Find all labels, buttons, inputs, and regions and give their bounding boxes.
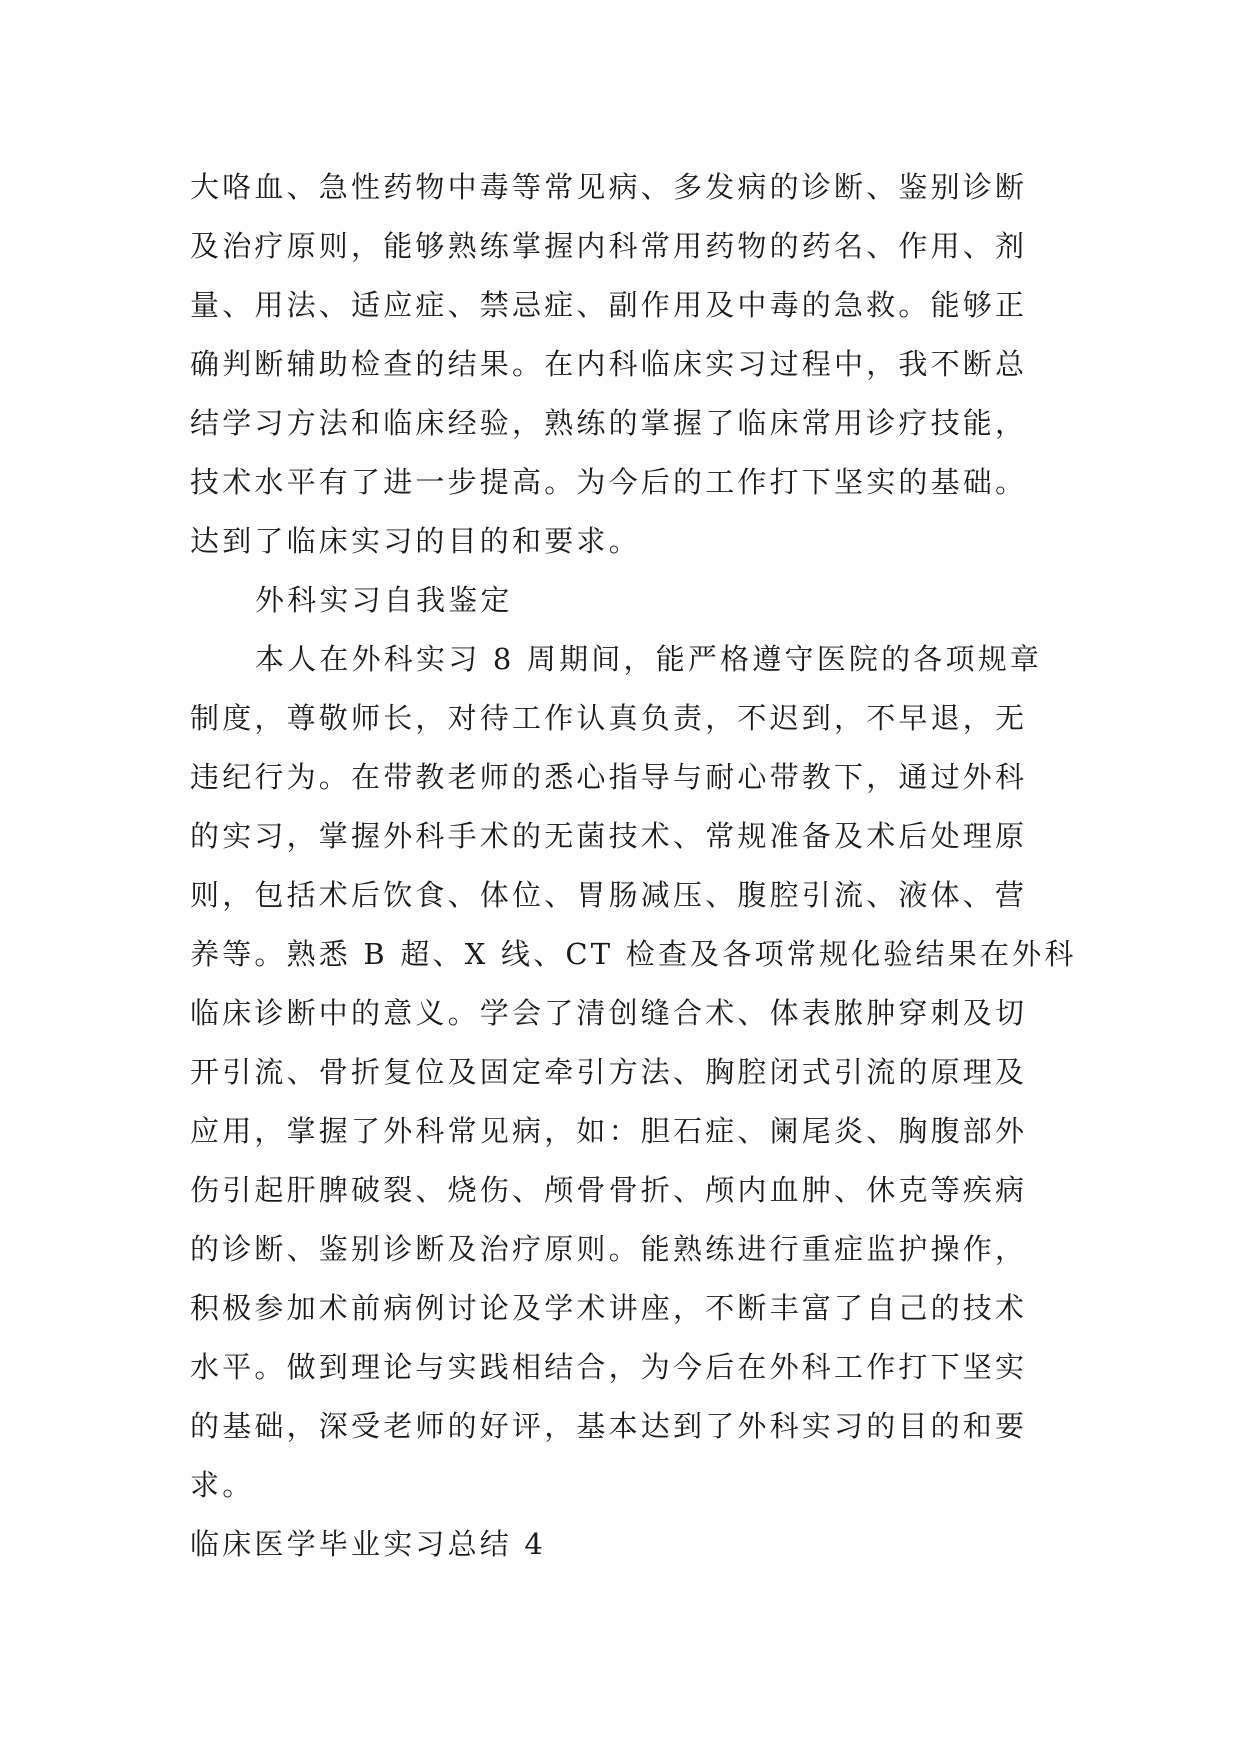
document-body [190, 158, 1077, 1574]
section-heading: 外科实习自我鉴定 [255, 583, 513, 617]
text-line: 技术水平有了进一步提高。为今后的工作打下坚实的基础。 [190, 465, 1028, 499]
text-line: 的实习，掌握外科手术的无菌技术、常规准备及术后处理原 [190, 819, 1028, 853]
next-section-title: 临床医学毕业实习总结 4 [190, 1527, 547, 1561]
text-line: 的基础，深受老师的好评，基本达到了外科实习的目的和要 [190, 1409, 1028, 1443]
text-line: 求。 [190, 1468, 255, 1502]
text-line: 制度，尊敬师长，对待工作认真负责，不迟到，不早退，无 [190, 701, 1028, 735]
text-line: 应用，掌握了外科常见病，如：胆石症、阑尾炎、胸腹部外 [190, 1114, 1028, 1148]
text-line: 的诊断、鉴别诊断及治疗原则。能熟练进行重症监护操作， [190, 1232, 1028, 1266]
text-line: 开引流、骨折复位及固定牵引方法、胸腔闭式引流的原理及 [190, 1055, 1028, 1089]
paragraph-internal-medicine-conclusion [190, 158, 1070, 571]
text-line: 确判断辅助检查的结果。在内科临床实习过程中，我不断总 [190, 347, 1028, 381]
text-line: 违纪行为。在带教老师的悉心指导与耐心带教下，通过外科 [190, 760, 1028, 794]
text-line: 大咯血、急性药物中毒等常见病、多发病的诊断、鉴别诊断 [190, 170, 1028, 204]
paragraph-surgery-self-assessment [190, 630, 1077, 1515]
text-line: 积极参加术前病例讨论及学术讲座，不断丰富了自己的技术 [190, 1291, 1028, 1325]
text-line: 养等。熟悉 B 超、X 线、CT 检查及各项常规化验结果在外科 [190, 937, 1077, 971]
text-line: 水平。做到理论与实践相结合，为今后在外科工作打下坚实 [190, 1350, 1028, 1384]
text-line: 量、用法、适应症、禁忌症、副作用及中毒的急救。能够正 [190, 288, 1028, 322]
text-line: 伤引起肝脾破裂、烧伤、颅骨骨折、颅内血肿、休克等疾病 [190, 1173, 1028, 1207]
text-line: 达到了临床实习的目的和要求。 [190, 524, 641, 558]
text-line: 临床诊断中的意义。学会了清创缝合术、体表脓肿穿刺及切 [190, 996, 1028, 1030]
text-line: 及治疗原则，能够熟练掌握内科常用药物的药名、作用、剂 [190, 229, 1028, 263]
text-line: 则，包括术后饮食、体位、胃肠减压、腹腔引流、液体、营 [190, 878, 1028, 912]
text-line: 本人在外科实习 8 周期间，能严格遵守医院的各项规章 [255, 642, 1043, 676]
text-line: 结学习方法和临床经验，熟练的掌握了临床常用诊疗技能， [190, 406, 1028, 440]
